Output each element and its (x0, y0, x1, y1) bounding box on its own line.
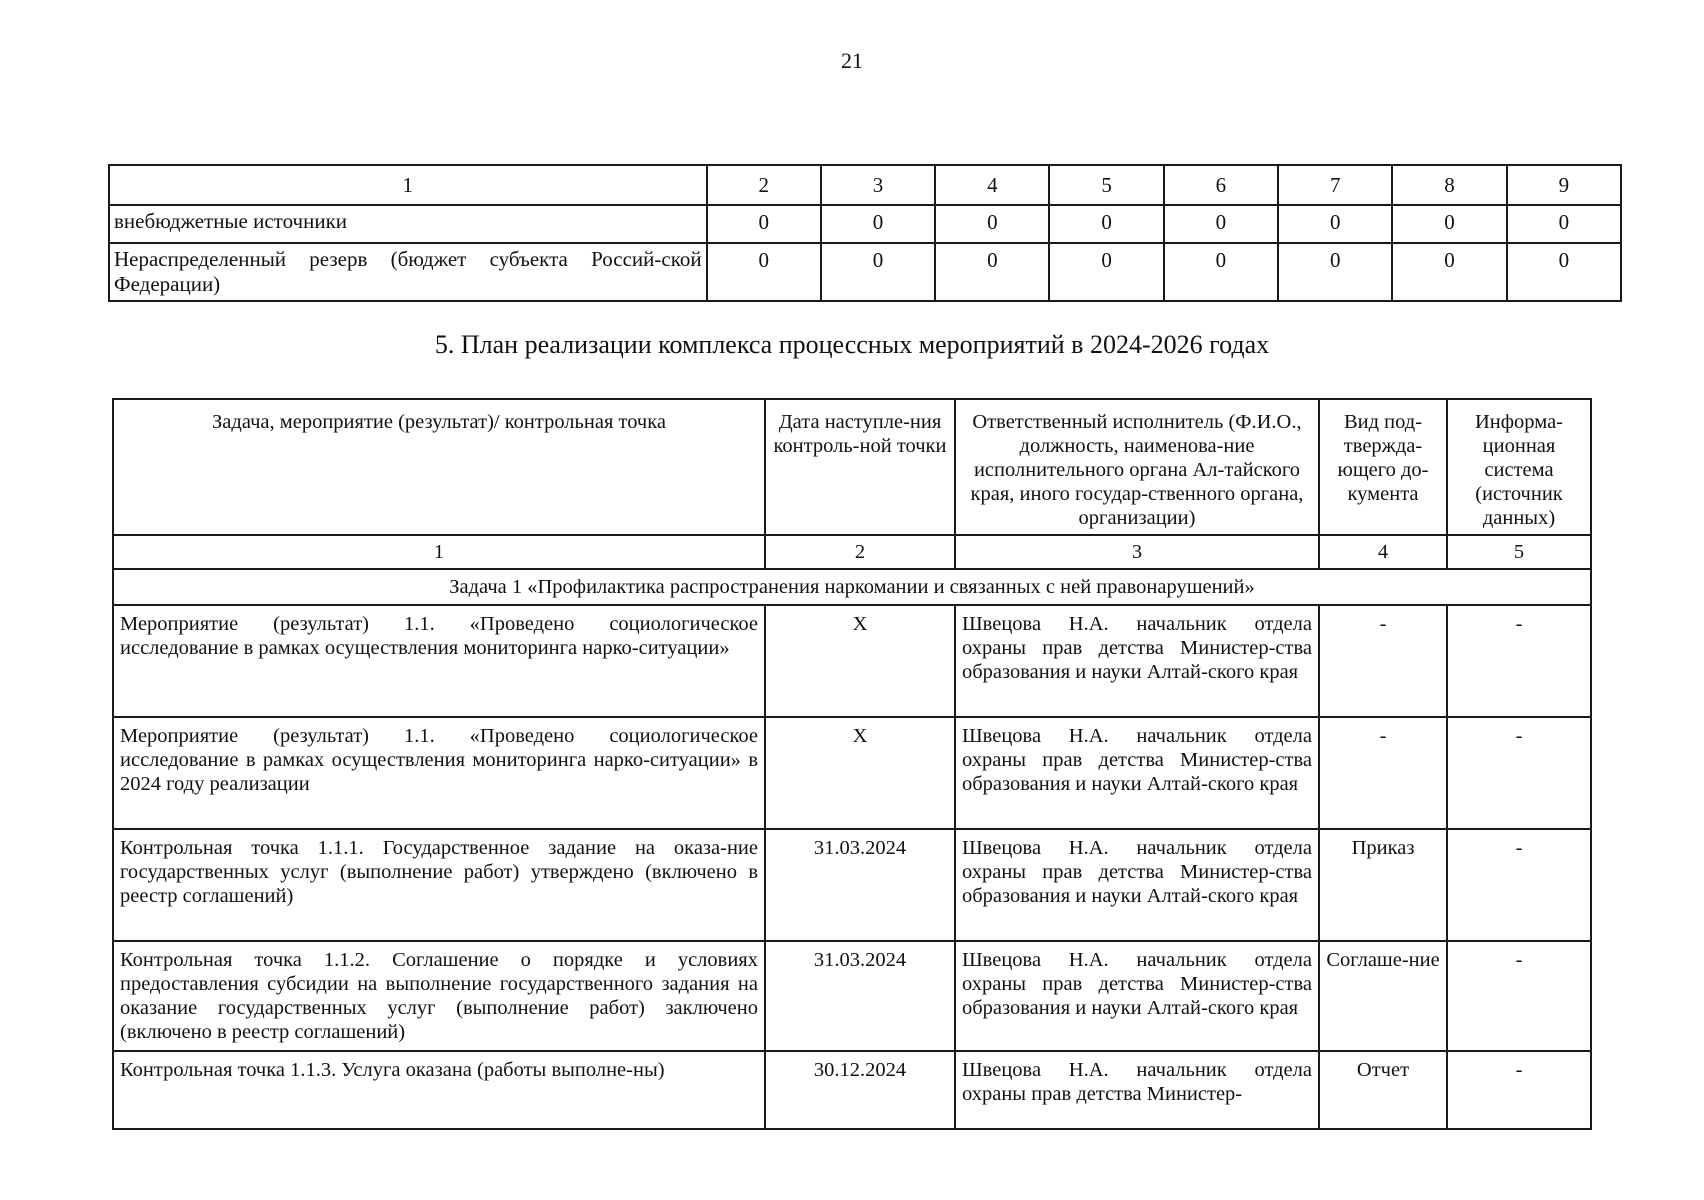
funding-value: 0 (707, 205, 821, 243)
funding-value: 0 (935, 205, 1049, 243)
funding-col-header: 1 (109, 165, 707, 205)
plan-col-header: Задача, мероприятие (результат)/ контрольная точка (113, 399, 765, 535)
activity-name: Мероприятие (результат) 1.1. «Проведено социологическое исследование в рамках осуществления мониторинга нарко-ситуации» в 2024 году реализации (113, 717, 765, 829)
funding-value: 0 (1507, 243, 1621, 301)
funding-value: 0 (1392, 243, 1506, 301)
funding-col-header: 6 (1164, 165, 1278, 205)
plan-col-header: Ответственный исполнитель (Ф.И.О., должность, наименова-ние исполнительного органа Ал-тайского края, иного государ-ственного органа, организации) (955, 399, 1319, 535)
funding-col-header: 3 (821, 165, 935, 205)
funding-col-header: 4 (935, 165, 1049, 205)
activity-name: Контрольная точка 1.1.3. Услуга оказана (работы выполне-ны) (113, 1051, 765, 1129)
funding-col-header: 7 (1278, 165, 1392, 205)
funding-value: 0 (821, 205, 935, 243)
funding-col-header: 8 (1392, 165, 1506, 205)
information-system: - (1447, 829, 1591, 941)
funding-table (108, 164, 1622, 302)
responsible-executor: Швецова Н.А. начальник отдела охраны прав детства Министер- (955, 1051, 1319, 1129)
plan-row (113, 829, 1591, 941)
task-title: Задача 1 «Профилактика распространения наркомании и связанных с ней правонарушений» (113, 569, 1591, 605)
funding-row (109, 205, 1621, 243)
responsible-executor: Швецова Н.А. начальник отдела охраны прав детства Министер-ства образования и науки Алтай-ского края (955, 829, 1319, 941)
funding-value: 0 (1392, 205, 1506, 243)
activity-name: Мероприятие (результат) 1.1. «Проведено социологическое исследование в рамках осуществления мониторинга нарко-ситуации» (113, 605, 765, 717)
information-system: - (1447, 941, 1591, 1051)
information-system: - (1447, 1051, 1591, 1129)
plan-column-number-row (113, 535, 1591, 569)
funding-value: 0 (1164, 205, 1278, 243)
responsible-executor: Швецова Н.А. начальник отдела охраны прав детства Министер-ства образования и науки Алтай-ского края (955, 717, 1319, 829)
plan-row (113, 605, 1591, 717)
confirming-document: Приказ (1319, 829, 1447, 941)
funding-value: 0 (1507, 205, 1621, 243)
plan-row (113, 717, 1591, 829)
funding-value: 0 (1049, 205, 1163, 243)
plan-col-header: Вид под-тверждa-ющего до-кумента (1319, 399, 1447, 535)
plan-col-header: Дата наступле-ния контроль-ной точки (765, 399, 955, 535)
plan-header-row (113, 399, 1591, 535)
funding-value: 0 (707, 243, 821, 301)
page-number: 21 (841, 48, 863, 73)
activity-name: Контрольная точка 1.1.2. Соглашение о порядке и условиях предоставления субсидии на выполнение государственного задания на оказание государственных услуг (выполнение работ) заключено (включено в реестр соглашений) (113, 941, 765, 1051)
confirming-document: Соглаше-ние (1319, 941, 1447, 1051)
confirming-document: - (1319, 717, 1447, 829)
funding-col-header: 5 (1049, 165, 1163, 205)
funding-row-label: Нераспределенный резерв (бюджет субъекта Россий-ской Федерации) (109, 243, 707, 301)
control-date: X (765, 605, 955, 717)
funding-value: 0 (1278, 205, 1392, 243)
funding-value: 0 (1278, 243, 1392, 301)
section-title: 5. План реализации комплекса процессных мероприятий в 2024-2026 годах (434, 330, 1270, 359)
control-date: X (765, 717, 955, 829)
activity-name: Контрольная точка 1.1.1. Государственное задание на оказа-ние государственных услуг (выполнение работ) утверждено (включено в реестр соглашений) (113, 829, 765, 941)
responsible-executor: Швецова Н.А. начальник отдела охраны прав детства Министер-ства образования и науки Алтай-ского края (955, 941, 1319, 1051)
plan-column-number: 3 (955, 535, 1319, 569)
confirming-document: - (1319, 605, 1447, 717)
plan-row (113, 1051, 1591, 1129)
funding-row (109, 243, 1621, 301)
funding-header-row (109, 165, 1621, 205)
responsible-executor: Швецова Н.А. начальник отдела охраны прав детства Министер-ства образования и науки Алтай-ского края (955, 605, 1319, 717)
confirming-document: Отчет (1319, 1051, 1447, 1129)
funding-value: 0 (821, 243, 935, 301)
funding-value: 0 (1164, 243, 1278, 301)
plan-column-number: 5 (1447, 535, 1591, 569)
funding-col-header: 2 (707, 165, 821, 205)
funding-row-label: внебюджетные источники (109, 205, 707, 243)
plan-column-number: 1 (113, 535, 765, 569)
funding-value: 0 (1049, 243, 1163, 301)
control-date: 31.03.2024 (765, 941, 955, 1051)
plan-table (112, 398, 1592, 1130)
information-system: - (1447, 605, 1591, 717)
plan-col-header: Информа-ционная система (источник данных) (1447, 399, 1591, 535)
plan-column-number: 2 (765, 535, 955, 569)
control-date: 30.12.2024 (765, 1051, 955, 1129)
funding-value: 0 (935, 243, 1049, 301)
plan-column-number: 4 (1319, 535, 1447, 569)
task-row (113, 569, 1591, 605)
plan-row (113, 941, 1591, 1051)
control-date: 31.03.2024 (765, 829, 955, 941)
information-system: - (1447, 717, 1591, 829)
funding-col-header: 9 (1507, 165, 1621, 205)
